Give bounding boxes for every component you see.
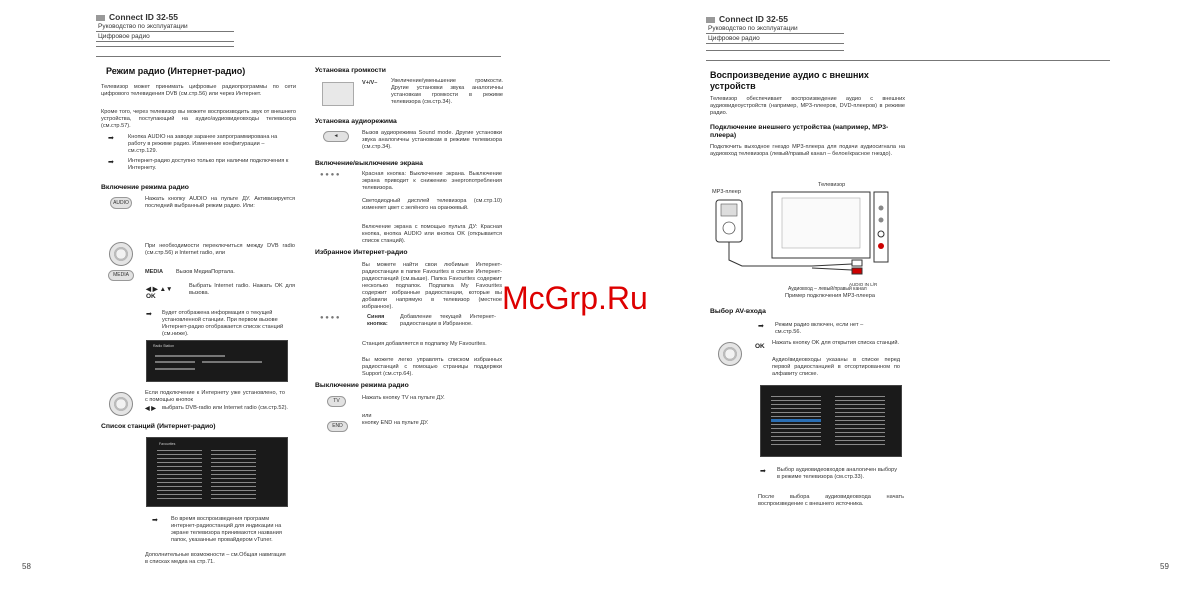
dpad-icon[interactable]: [109, 392, 133, 416]
off-or: или: [362, 413, 372, 419]
tv-button[interactable]: TV: [327, 396, 346, 407]
col1-title: Режим радио (Интернет-радио): [106, 66, 246, 76]
page-number-right: 59: [1160, 562, 1169, 571]
left-header-line2: Цифровое радио: [96, 32, 234, 42]
vol-text: Увеличение/уменьшение громкости. Другие установки звука аналогичны установкам громкости в режиме телевизора (см.стр.34).: [391, 78, 503, 105]
ok-key-label[interactable]: OK: [146, 293, 156, 300]
header-square-icon: [96, 15, 105, 21]
dpad-icon[interactable]: [109, 242, 133, 266]
hand-arrow-icon: ➡: [760, 468, 766, 475]
label-mp3: MP3-плеер: [712, 189, 741, 195]
section-station-list: Список станций (Интернет-радио): [101, 423, 216, 430]
hand-arrow-icon: ➡: [108, 159, 114, 166]
led-text: Светодиодный дисплей телевизора (см.стр.10) изменяет цвет с зелёного на оранжевый.: [362, 198, 502, 211]
after-text: После выбора аудиовидеовхода начать воспроизведение с внешнего источника.: [758, 494, 904, 507]
color-buttons-icon[interactable]: ● ● ● ●: [320, 172, 340, 178]
red-button-text: Красная кнопка: Выключение экрана. Выключение экрана приводит к снижению энергопотребления телевизора.: [362, 171, 502, 191]
section-favourites: Избранное Интернет-радио: [315, 249, 408, 256]
section-screen: Включение/выключение экрана: [315, 160, 423, 167]
section-radio-on: Включение режима радио: [101, 184, 189, 191]
hand-arrow-icon: ➡: [152, 517, 158, 524]
station-list-screen: [146, 437, 288, 507]
col1-intro2: Кроме того, через телевизор вы можете воспроизводить звук от внешнего устройства, поступающий на аудио/аудиовидеовходы телевизора (см.стр.57).: [101, 109, 296, 129]
step-audio: Нажать кнопку AUDIO на пульте ДУ. Активизируется последний выбранный режим радио. Или:: [145, 196, 295, 209]
col1-note3: Будет отображена информация о текущей установленной станции. При первом вызове Интернет-радио отображается список станций (см.ниже).: [162, 310, 284, 337]
watermark: McGrp.Ru: [502, 280, 648, 316]
right-top-rule: [706, 60, 1110, 61]
av-step1: Нажать кнопку OK для открытия списка станций.: [772, 340, 900, 346]
favourites-text: Вы можете найти свои любимые Интернет-радиостанции в папке Favourites в списке Интернет-радиостанций (см.выше). Папка Favourites содержит несколько подпапок. Подпапка My Favourites содержит избранные радиостанции, которые вы добавили напрямую в телевизор (местное избранное).: [362, 262, 502, 310]
hand-arrow-icon: ➡: [758, 323, 764, 330]
section-volume: Установка громкости: [315, 67, 386, 74]
av-list-screen: [760, 385, 902, 457]
screen1-title: Radio Station: [153, 344, 175, 348]
col1-note1: Кнопка AUDIO на заводе заранее запрограммирована на работу в режиме радио. Изменение конфигурации – см.стр.129.: [128, 134, 278, 154]
end-button[interactable]: END: [327, 421, 348, 432]
dpad-icon[interactable]: [718, 342, 742, 366]
step-switch: При необходимости переключиться между DVB radio (см.стр.56) и Internet radio, или: [145, 243, 295, 256]
col1-extra: Дополнительные возможности – см.Общая навигация в списках медиа на стр.71.: [145, 552, 286, 565]
left-header: [96, 12, 234, 42]
section-av-select: Выбор AV-входа: [710, 308, 766, 315]
media-button[interactable]: MEDIA: [108, 270, 134, 281]
audio-mode-text: Вызов аудиорежима Sound mode. Другие установки звука аналогичны установкам в режиме телевизора (см.стр.34).: [362, 130, 502, 150]
av-step2: Аудио/видеовходы указаны в списке перед первой радиостанцией в отсортированном по алфавиту списке.: [772, 357, 900, 377]
hand-arrow-icon: ➡: [146, 311, 152, 318]
hand-arrow-icon: ➡: [108, 135, 114, 142]
sound-mode-button[interactable]: ◄: [323, 131, 349, 142]
right-header-title: Connect ID 32-55: [719, 14, 788, 24]
av-note2: Выбор аудиовидеовходов аналогичен выбору в режиме телевизора (см.стр.33).: [777, 467, 897, 480]
col1-note2: Интернет-радио доступно только при наличии подключения к Интернету.: [128, 158, 289, 171]
off-text2: кнопку END на пульте ДУ.: [362, 420, 429, 426]
av-note: Режим радио включен, если нет – см.стр.56.: [775, 322, 864, 335]
left-header-title: Connect ID 32-55: [109, 12, 178, 22]
ok-key-icon[interactable]: OK: [755, 343, 765, 350]
blue-button-label: Синяя кнопка:: [367, 314, 388, 327]
left-header-rule: [96, 46, 234, 47]
caption-example: Пример подключения MP3-плеера: [785, 293, 875, 299]
added-text: Станция добавляется в подпапку My Favourites.: [362, 341, 487, 347]
connection-diagram: [712, 188, 902, 284]
color-buttons-icon[interactable]: ● ● ● ●: [320, 315, 340, 321]
volume-remote-icon: [322, 82, 354, 106]
page-number-left: 58: [22, 562, 31, 571]
vol-label: V+/V–: [362, 80, 378, 86]
caption-audio-input: Аудиовход – левый/правый канал: [788, 286, 867, 292]
left-top-rule: [96, 56, 501, 57]
label-audio-in: AUDIO IN L/R: [849, 282, 878, 287]
label-tv: Телевизор: [818, 182, 846, 188]
off-text1: Нажать кнопку TV на пульте ДУ.: [362, 395, 445, 401]
col3-subtitle: Подключение внешнего устройства (например, MP3-плеера): [710, 124, 889, 139]
tv-side-panel: [874, 192, 888, 262]
left-right-keys-icon[interactable]: ◀ ▶: [145, 406, 156, 412]
right-header-line2: Цифровое радио: [706, 34, 844, 44]
arrow-keys-icon[interactable]: ◀ ▶ ▲▼: [146, 286, 173, 293]
left-header-line1: Руководство по эксплуатации: [96, 22, 234, 32]
col3-intro: Телевизор обеспечивает воспроизведение аудио с внешних аудиовидеоустройств (например, MP3-плееров, DVD-плееров) в режиме радио.: [710, 96, 905, 116]
screen2-title: Favourites: [159, 442, 176, 446]
audio-button[interactable]: AUDIO: [110, 197, 132, 209]
col3-connect-text: Подключить выходное гнездо MP3-плеера для подачи аудиосигнала на аудиовход телевизора (левый/правый канал – белое/красное гнездо).: [710, 144, 905, 157]
step-select-dvb: выбрать DVB-radio или Internet radio (см.стр.52).: [162, 405, 288, 411]
right-header-line1: Руководство по эксплуатации: [706, 24, 844, 34]
step-connected: Если подключение к Интернету уже установлено, то с помощью кнопок: [145, 390, 285, 403]
header-square-icon: [706, 17, 715, 23]
right-header-rule: [706, 50, 844, 51]
right-header: [706, 14, 844, 44]
radio-station-screen: [146, 340, 288, 382]
col3-title: Воспроизведение аудио с внешних устройств: [710, 70, 869, 91]
section-audio-mode: Установка аудиорежима: [315, 118, 397, 125]
screen-on-text: Включение экрана с помощью пульта ДУ: Красная кнопка, кнопка AUDIO или кнопка OK (открывается список станций).: [362, 224, 502, 244]
media-label: MEDIA: [145, 269, 164, 275]
media-text: Вызов МедиаПортала.: [176, 269, 235, 275]
col1-note4: Во время воспроизведения программ интернет-радиостанций для индикации на экране телевизора принимаются названия папок, указанные провайдером vTuner.: [171, 516, 282, 543]
col1-intro1: Телевизор может принимать цифровые радиопрограммы по сети цифрового телевидения DVB (см.стр.56) или через Интернет.: [101, 84, 296, 97]
step-select-internet: Выбрать Internet radio. Нажать OK для вызова.: [189, 283, 295, 296]
section-radio-off: Выключение режима радио: [315, 382, 409, 389]
blue-button-text: Добавление текущей Интернет-радиостанции в Избранное.: [400, 314, 496, 327]
manage-text: Вы можете легко управлять списком избранных радиостанций с помощью страницы поддержки Support (см.стр.64).: [362, 357, 502, 377]
